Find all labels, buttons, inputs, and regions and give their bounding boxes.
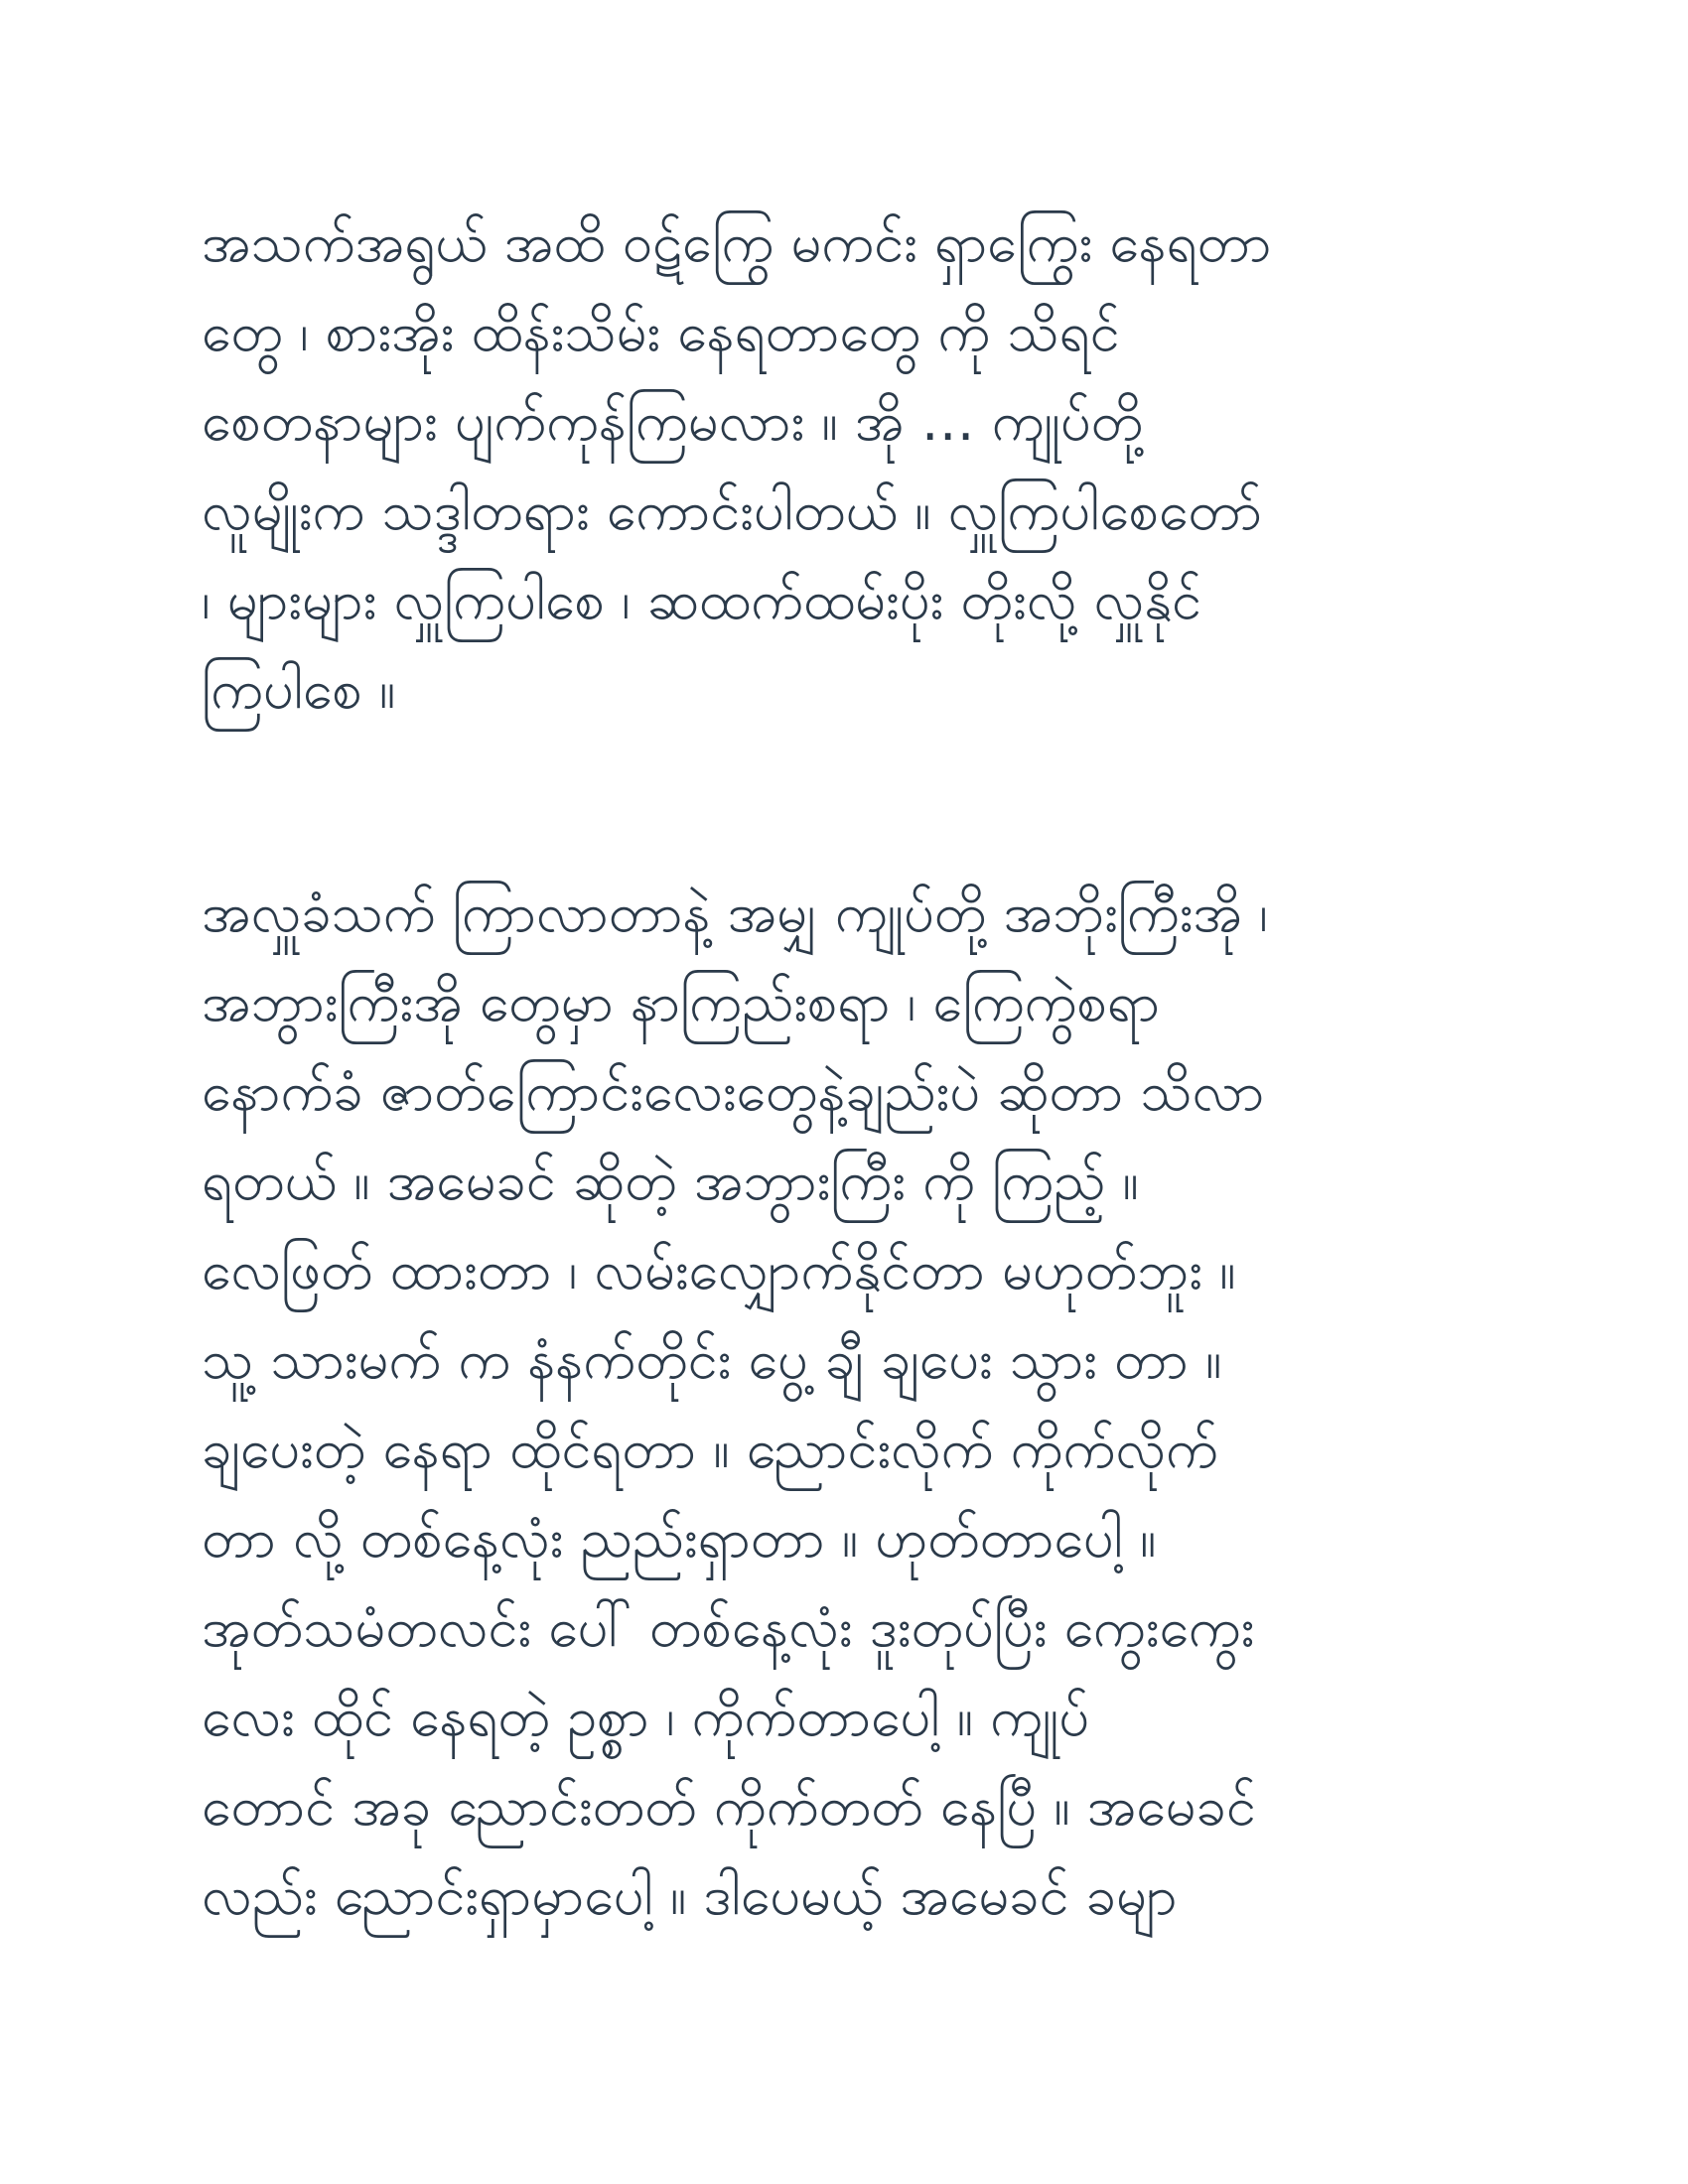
text-line: လည်း ညောင်းရှာမှာပေါ့ ။ ဒါပေမယ့် အမေခင် ခမျာ [202,1864,1178,1927]
text-line: အဘွားကြီးအို တွေမှာ နာကြည်းစရာ ၊ ကြေကွဲစရာ [202,971,1161,1033]
paragraph-2 [202,869,1492,1941]
text-line: လေဖြတ် ထားတာ ၊ လမ်းလျှောက်နိုင်တာ မဟုတ်ဘူး ။ [202,1239,1236,1301]
text-line: တွေ ၊ စားအိုး ထိန်းသိမ်း နေရတာတွေ ကို သိရင် [202,301,1120,363]
text-line: ၊ များများ လှူကြပါစေ ၊ ဆထက်ထမ်းပိုး တိုးလို့ လှူနိုင် [202,569,1201,631]
text-line: တောင် အခု ညောင်းတတ် ကိုက်တတ် နေပြီ ။ အမေခင် [202,1775,1256,1838]
text-line: လေး ထိုင် နေရတဲ့ ဥစ္စာ ၊ ကိုက်တာပေါ့ ။ ကျုပ် [202,1686,1090,1748]
text-line: အသက်အရွယ် အထိ ဝဋ်ကြွေ မကင်း ရှာကြွေး နေရတာ [202,211,1272,274]
text-line: ရတယ် ။ အမေခင် ဆိုတဲ့ အဘွားကြီး ကို ကြည့် ။ [202,1150,1139,1212]
text-line: အုတ်သမံတလင်း ပေါ် တစ်နေ့လုံး ဒူးတုပ်ပြီး ကွေးကွေး [202,1596,1255,1659]
text-line: စေတနာများ ပျက်ကုန်ကြမလား ။ အို … ကျုပ်တို့ [202,390,1144,453]
text-line: ချပေးတဲ့ နေရာ ထိုင်ရတာ ။ ညောင်းလိုက် ကိုက်လိုက် [202,1418,1218,1480]
text-line: လူမျိုးက သဒ္ဒါတရား ကောင်းပါတယ် ။ လှူကြပါစေတော် [202,479,1263,542]
text-line: ကြပါစေ ။ [202,658,396,721]
paragraph-1 [202,199,1492,735]
text-line: အလှူခံသက် ကြာလာတာနဲ့ အမျှ ကျုပ်တို့ အဘိုးကြီးအို ၊ [202,882,1268,944]
text-line: နောက်ခံ ဇာတ်ကြောင်းလေးတွေနဲ့ချည်းပဲ ဆိုတာ သိလာ [202,1060,1265,1123]
text-line: သူ့ သားမက် က နံနက်တိုင်း ပွေ့ ချီ ချပေး သွား တာ ။ [202,1328,1222,1391]
text-line: တာ လို့ တစ်နေ့လုံး ညည်းရှာတာ ။ ဟုတ်တာပေါ့ ။ [202,1507,1157,1570]
